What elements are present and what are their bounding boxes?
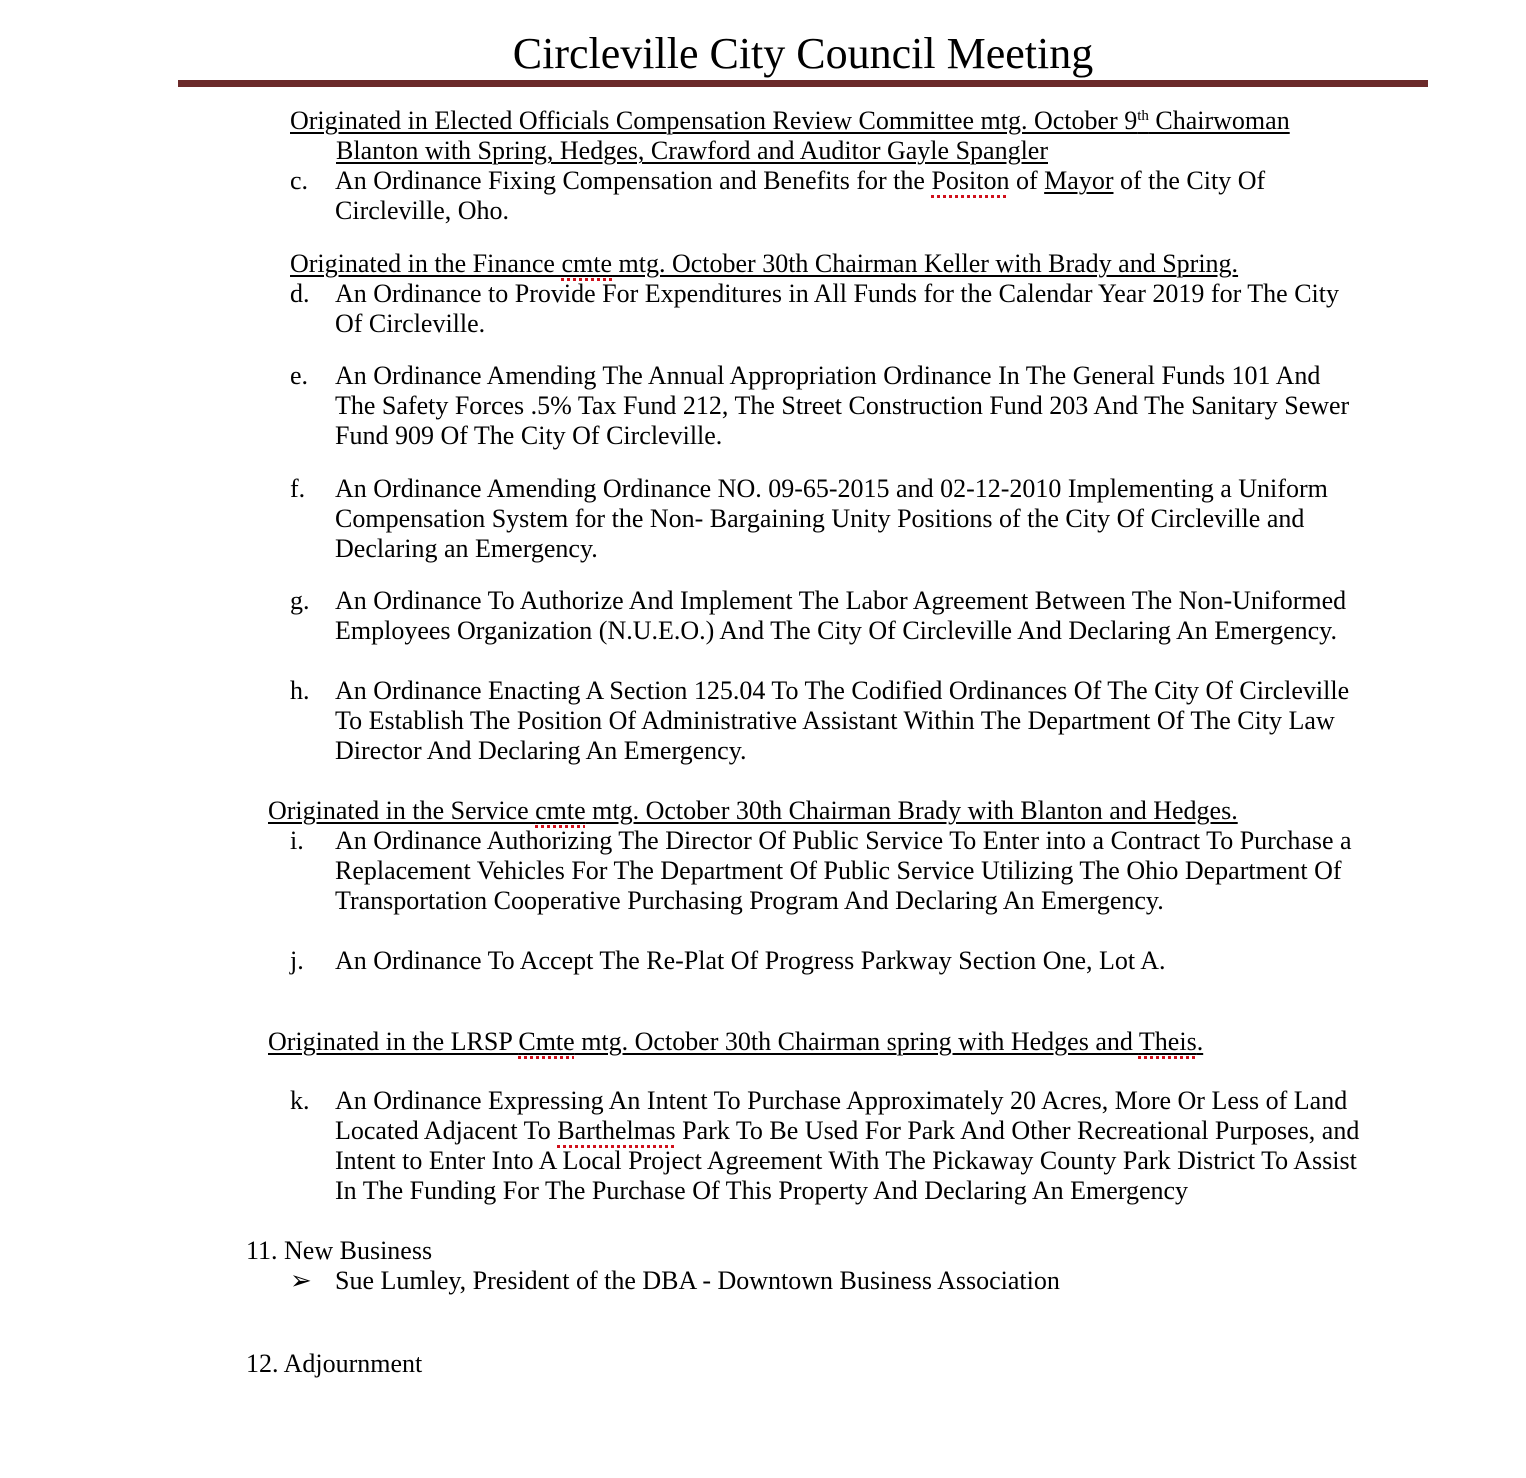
ordinal-suffix: th [1137, 108, 1149, 124]
item-text: of the City Of [1113, 166, 1266, 195]
item-label-k: k. [290, 1086, 310, 1115]
misspelled-word: Theis [1138, 1027, 1197, 1056]
item-label-f: f. [290, 474, 306, 503]
header-text: mtg. October 30th Chairman Keller with Brady and Spring. [612, 249, 1239, 278]
misspelled-word: cmte [535, 796, 586, 825]
header-text: Originated in the LRSP [268, 1027, 519, 1056]
item-text: Transportation Cooperative Purchasing Program And Declaring An Emergency. [335, 886, 1164, 915]
item-text: Of Circleville. [335, 309, 486, 338]
item-text: In The Funding For The Purchase Of This Property And Declaring An Emergency [335, 1176, 1189, 1205]
ordinance-item-h [335, 676, 1445, 766]
item-text: An Ordinance Enacting A Section 125.04 To The Codified Ordinances Of The City Of Circleville [335, 676, 1350, 705]
item-label-g: g. [290, 586, 310, 615]
committee-header-finance [290, 249, 1238, 279]
item-text: An Ordinance To Authorize And Implement The Labor Agreement Between The Non-Uniformed [335, 586, 1347, 615]
item-text: Located Adjacent To [335, 1116, 558, 1145]
committee-header-compensation [290, 106, 1440, 166]
header-text: mtg. October 30th Chairman spring with Hedges and [574, 1027, 1139, 1056]
committee-header-service [268, 796, 1238, 826]
item-text: The Safety Forces .5% Tax Fund 212, The Street Construction Fund 203 And The Sanitary Sewer [335, 391, 1350, 420]
item-text: An Ordinance To Accept The Re-Plat Of Progress Parkway Section One, Lot A. [335, 946, 1166, 975]
header-text: Originated in Elected Officials Compensation Review Committee mtg. October 9 [290, 106, 1138, 135]
item-text: An Ordinance Amending Ordinance NO. 09-65-2015 and 02-12-2010 Implementing a Uniform [335, 474, 1328, 503]
title-divider [178, 80, 1428, 87]
item-text: Park To Be Used For Park And Other Recreational Purposes, and [675, 1116, 1360, 1145]
item-label-j: j. [290, 946, 304, 975]
header-text: Originated in the Service [268, 796, 536, 825]
misspelled-word: Positon [931, 166, 1010, 195]
section-new-business: 11. New Business [246, 1236, 433, 1265]
item-label-h: h. [290, 676, 310, 705]
item-text: Circleville, Oho. [335, 196, 510, 225]
underlined-word: Mayor [1044, 166, 1114, 195]
misspelled-word: Barthelmas [557, 1116, 676, 1145]
item-text: An Ordinance Amending The Annual Appropriation Ordinance In The General Funds 101 And [335, 361, 1321, 390]
misspelled-word: Cmte [518, 1027, 575, 1056]
item-text: To Establish The Position Of Administrative Assistant Within The Department Of The City Law [335, 706, 1335, 735]
ordinance-item-d [335, 279, 1445, 339]
header-text: . [1196, 1027, 1204, 1056]
item-text: An Ordinance Fixing Compensation and Benefits for the [335, 166, 932, 195]
item-text: Replacement Vehicles For The Department Of Public Service Utilizing The Ohio Department Of [335, 856, 1342, 885]
ordinance-item-i [335, 826, 1445, 916]
item-text: An Ordinance to Provide For Expenditures in All Funds for the Calendar Year 2019 for The City [335, 279, 1339, 308]
item-text: Declaring an Emergency. [335, 534, 598, 563]
item-label-c: c. [290, 166, 309, 195]
ordinance-item-g [335, 586, 1445, 646]
item-text: An Ordinance Expressing An Intent To Purchase Approximately 20 Acres, More Or Less of Land [335, 1086, 1348, 1115]
header-text: mtg. October 30th Chairman Brady with Blanton and Hedges. [585, 796, 1238, 825]
item-text: Compensation System for the Non- Bargaining Unity Positions of the City Of Circleville and [335, 504, 1305, 533]
ordinance-item-j [335, 946, 1445, 976]
header-text: Originated in the Finance [290, 249, 562, 278]
item-label-e: e. [290, 361, 309, 390]
header-text: Blanton with Spring, Hedges, Crawford and Auditor Gayle Spangler [336, 136, 1048, 165]
item-text: of [1009, 166, 1045, 195]
item-text: Employees Organization (N.U.E.O.) And The City Of Circleville And Declaring An Emergency. [335, 616, 1337, 645]
section-adjournment: 12. Adjournment [246, 1349, 423, 1378]
committee-header-lrsp [268, 1027, 1203, 1057]
document-title: Circleville City Council Meeting [512, 29, 1094, 78]
ordinance-item-f [335, 474, 1445, 564]
header-text: Chairwoman [1148, 106, 1290, 135]
ordinance-item-e [335, 361, 1445, 451]
ordinance-item-k [335, 1086, 1445, 1206]
arrow-bullet-icon: ➢ [290, 1266, 312, 1295]
item-label-i: i. [290, 826, 304, 855]
new-business-bullet: Sue Lumley, President of the DBA - Downtown Business Association [335, 1266, 1060, 1295]
misspelled-word: cmte [561, 249, 613, 278]
item-text: Fund 909 Of The City Of Circleville. [335, 421, 723, 450]
item-text: Director And Declaring An Emergency. [335, 736, 747, 765]
ordinance-item-c [335, 166, 1445, 226]
item-text: Intent to Enter Into A Local Project Agreement With The Pickaway County Park District To Assist [335, 1146, 1357, 1175]
item-label-d: d. [290, 279, 310, 308]
item-text: An Ordinance Authorizing The Director Of Public Service To Enter into a Contract To Purchase a [335, 826, 1352, 855]
